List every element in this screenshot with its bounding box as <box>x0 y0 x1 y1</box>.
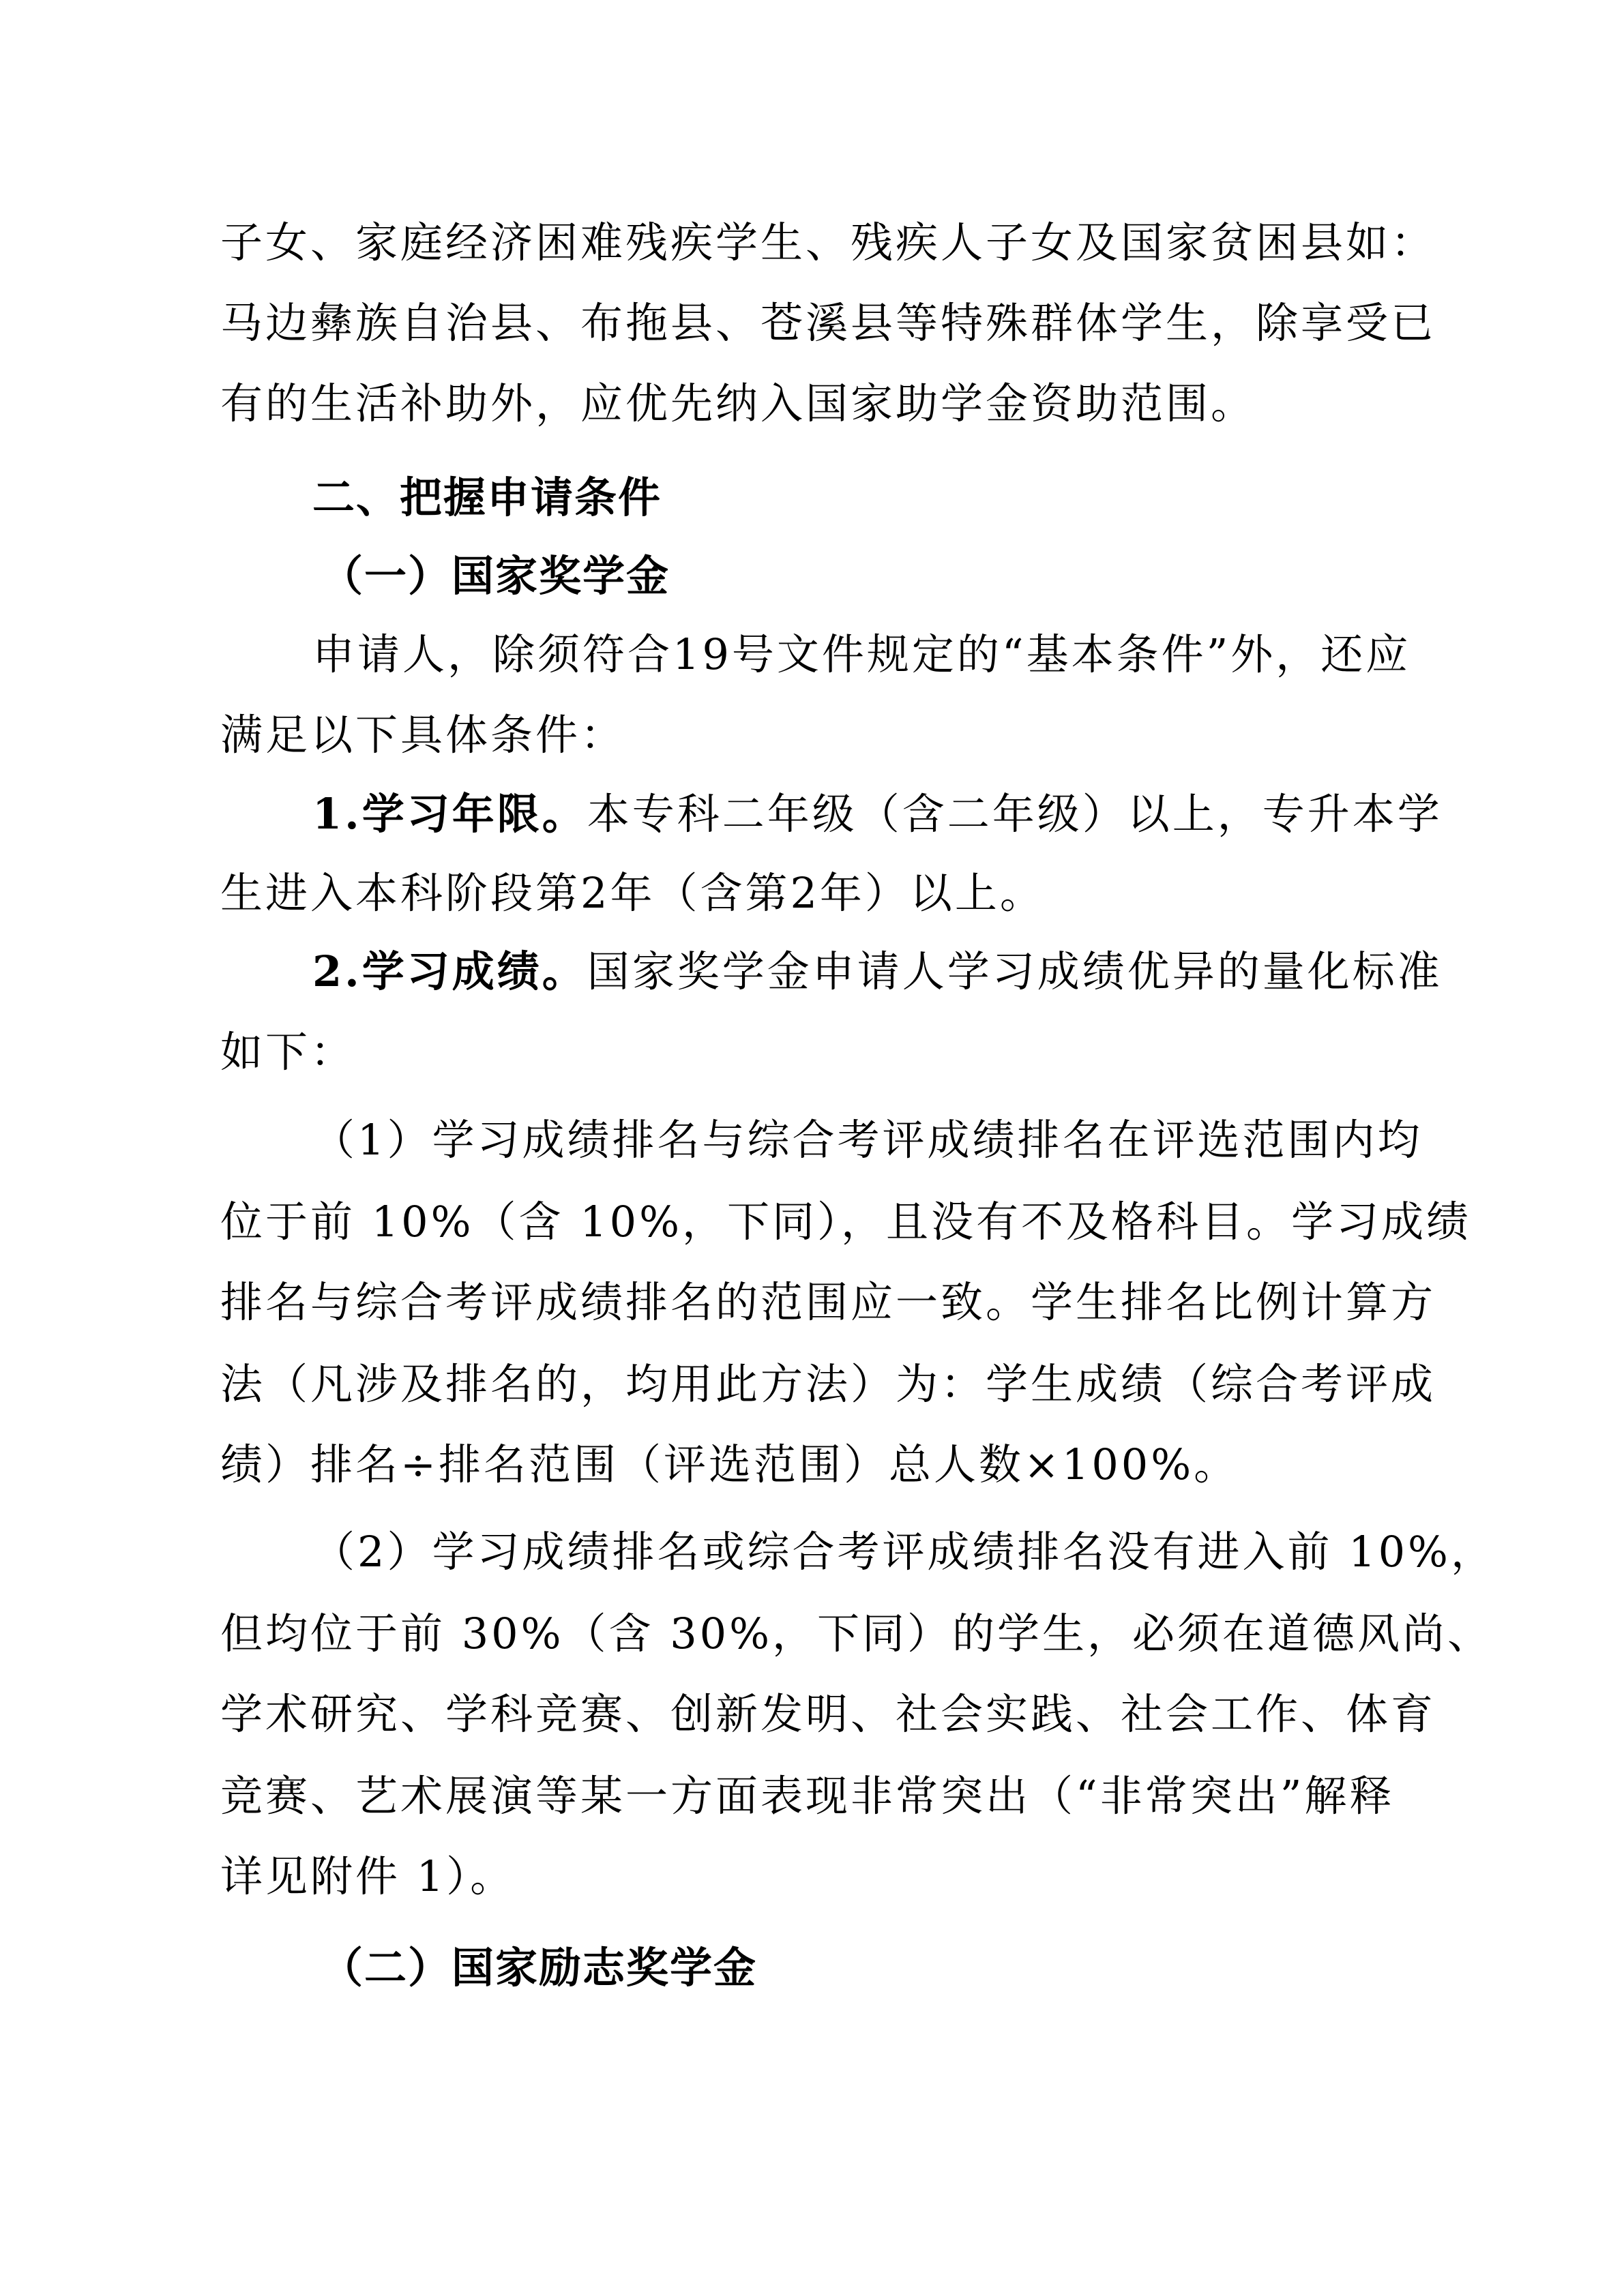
numbered-item <box>312 787 1443 841</box>
body-text-line: 绩）排名÷排名范围（评选范围）总人数×100%。 <box>220 1440 1239 1489</box>
body-text-line: 有的生活补助外，应优先纳入国家助学金资助范围。 <box>220 378 1256 428</box>
body-text-line: 位于前 10%（含 10%，下同），且没有不及格科目。学习成绩 <box>220 1197 1472 1247</box>
body-text-line: 如下： <box>220 1027 356 1077</box>
body-text-line: 详见附件 1）。 <box>220 1851 516 1901</box>
section-heading: 二、把握申请条件 <box>312 473 662 522</box>
body-text-line: 马边彝族自治县、布拖县、苍溪县等特殊群体学生，除享受已 <box>220 298 1436 348</box>
body-text-line: 生进入本科阶段第2年（含第2年）以上。 <box>220 868 1045 918</box>
body-text-line: 排名与综合考评成绩排名的范围应一致。学生排名比例计算方 <box>220 1277 1436 1327</box>
body-text-line: 但均位于前 30%（含 30%，下同）的学生，必须在道德风尚、 <box>220 1609 1493 1658</box>
body-text-line: （1）学习成绩排名与综合考评成绩排名在评选范围内均 <box>312 1115 1423 1165</box>
body-text-line: 满足以下具体条件： <box>220 710 626 760</box>
body-text-line: 子女、家庭经济困难残疾学生、残疾人子女及国家贫困县如： <box>220 218 1436 267</box>
body-text-line: 学术研究、学科竞赛、创新发明、社会实践、社会工作、体育 <box>220 1689 1436 1739</box>
subsection-heading: （二）国家励志奖学金 <box>321 1943 758 1993</box>
item-text: 国家奖学金申请人学习成绩优异的量化标准 <box>587 946 1443 996</box>
item-lead: 1.学习年限。 <box>312 789 587 839</box>
numbered-item <box>312 944 1443 999</box>
item-lead: 2.学习成绩。 <box>312 946 587 996</box>
body-text-line: 法（凡涉及排名的，均用此方法）为：学生成绩（综合考评成 <box>220 1359 1436 1409</box>
body-text-line: 竞赛、艺术展演等某一方面表现非常突出（“非常突出”解释 <box>220 1771 1395 1821</box>
body-text-line: （2）学习成绩排名或综合考评成绩排名没有进入前 10%， <box>312 1527 1496 1577</box>
body-text-line: 申请人，除须符合19号文件规定的“基本条件”外，还应 <box>312 629 1411 679</box>
subsection-heading: （一）国家奖学金 <box>321 551 670 601</box>
item-text: 本专科二年级（含二年级）以上，专升本学 <box>587 789 1443 839</box>
